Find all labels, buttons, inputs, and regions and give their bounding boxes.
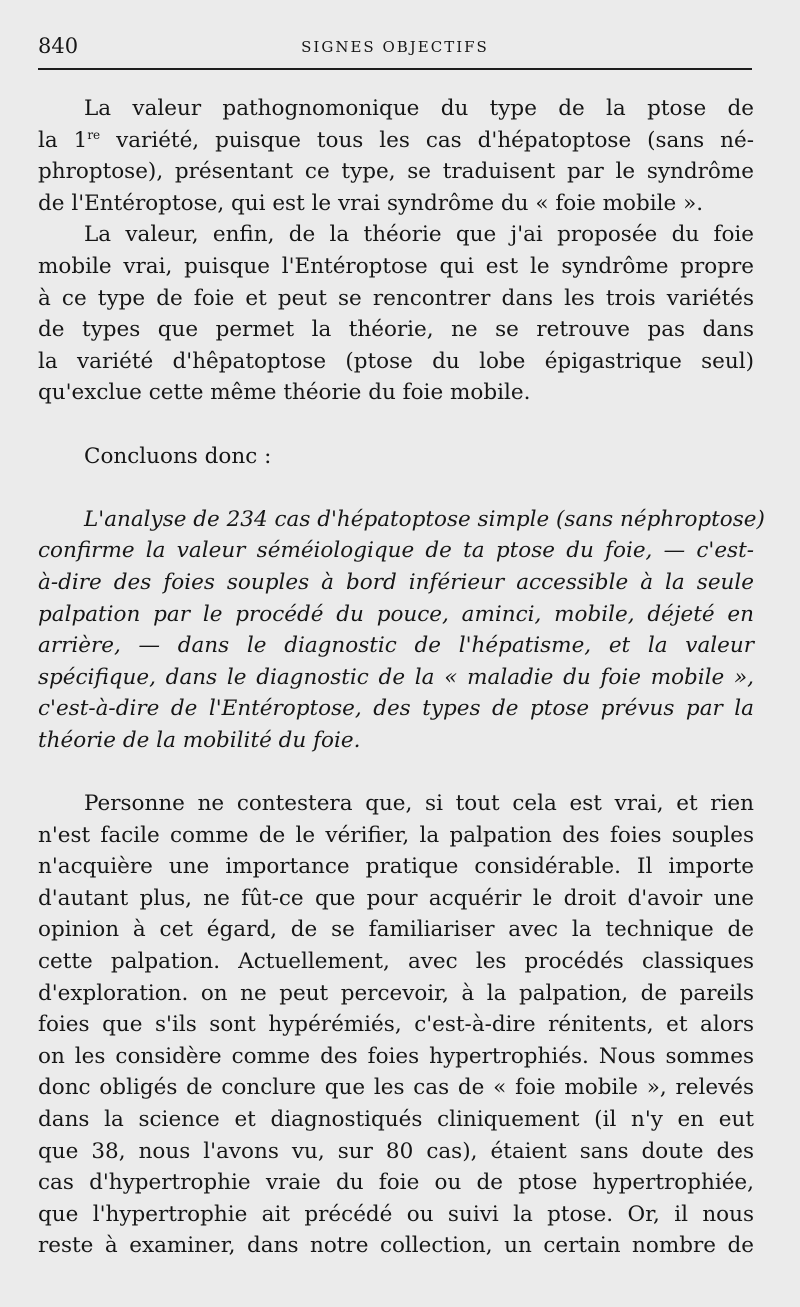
paragraph-2: [38, 219, 754, 409]
body-text: [38, 93, 765, 1262]
text-line: dans la science et diagnostiqués cliniquement (il n'y en eut: [38, 1107, 754, 1132]
text-line: donc obligés de conclure que les cas de « foie mobile », relevés: [38, 1075, 754, 1101]
text-line: que l'hypertrophie ait précédé ou suivi la ptose. Or, il nous: [38, 1201, 754, 1227]
paragraph-5: [38, 788, 754, 1262]
text-line: mobile vrai, puisque l'Entéroptose qui est le syndrôme propre: [38, 253, 754, 279]
text-line: La valeur pathognomonique du type de la ptose de: [84, 96, 754, 121]
text-line: la variété d'hêpatoptose (ptose du lobe épigastrique seul): [38, 348, 754, 374]
text-line: d'exploration. on ne peut percevoir, à la palpation, de pareils: [38, 980, 754, 1006]
paragraph-gap: [38, 409, 754, 441]
text-line: phroptose), présentant ce type, se traduisent par le syndrôme: [38, 159, 754, 185]
text-line: Personne ne contestera que, si tout cela est vrai, et rien: [84, 791, 754, 817]
page-number: 840: [38, 34, 79, 58]
text-line: foies que s'ils sont hypérémiés, c'est-à-dire rénitents, et alors: [38, 1012, 754, 1038]
text-line: théorie de la mobilité du foie.: [38, 727, 361, 753]
text-line: qu'exclue cette même théorie du foie mobile.: [38, 380, 531, 406]
text-line: L'analyse de 234 cas d'hépatoptose simple (sans néphroptose): [84, 506, 765, 532]
text-line-with-superscript: la 1re variété, puisque tous les cas d'hépatoptose (sans né-: [38, 127, 754, 153]
page-header: [38, 30, 752, 66]
text-line: La valeur, enfin, de la théorie que j'ai proposée du foie: [84, 222, 754, 248]
text-line: c'est-à-dire de l'Entéroptose, des types de ptose prévus par la: [38, 696, 754, 722]
text-line: arrière, — dans le diagnostic de l'hépatisme, et la valeur: [38, 633, 754, 659]
text-line: que 38, nous l'avons vu, sur 80 cas), étaient sans doute des: [38, 1138, 754, 1164]
text-line: reste à examiner, dans notre collection, un certain nombre de: [38, 1233, 754, 1259]
paragraph-gap: [38, 756, 754, 788]
text-line: de l'Entéroptose, qui est le vrai syndrôme du « foie mobile ».: [38, 190, 704, 216]
text-line: palpation par le procédé du pouce, aminci, mobile, déjeté en: [38, 601, 754, 627]
text-line: confirme la valeur séméiologique de ta ptose du foie, — c'est-: [38, 538, 754, 564]
header-rule: [38, 68, 752, 70]
paragraph-3: [38, 441, 754, 473]
text-line: de types que permet la théorie, ne se retrouve pas dans: [38, 317, 754, 343]
conclusion-paragraph: [38, 504, 765, 757]
superscript: re: [87, 127, 101, 142]
text-line: à ce type de foie et peut se rencontrer dans les trois variétés: [38, 285, 754, 311]
text-line: cas d'hypertrophie vraie du foie ou de ptose hypertrophiée,: [38, 1170, 754, 1196]
text-line: opinion à cet égard, de se familiariser avec la technique de: [38, 917, 754, 943]
text-line: n'est facile comme de le vérifier, la palpation des foies souples: [38, 822, 754, 848]
text-line: Concluons donc :: [84, 443, 272, 469]
text-line: on les considère comme des foies hypertrophiés. Nous sommes: [38, 1043, 754, 1069]
text-line: spécifique, dans le diagnostic de la « maladie du foie mobile »,: [38, 664, 754, 690]
running-title: SIGNES OBJECTIFS: [301, 38, 489, 56]
text-line: à-dire des foies souples à bord inférieur accessible à la seule: [38, 569, 754, 595]
text-line: d'autant plus, ne fût-ce que pour acquérir le droit d'avoir une: [38, 885, 754, 911]
text-line: cette palpation. Actuellement, avec les procédés classiques: [38, 949, 754, 975]
paragraph-1: [38, 93, 754, 219]
paragraph-gap: [38, 472, 754, 504]
text-line: n'acquière une importance pratique considérable. Il importe: [38, 854, 754, 880]
